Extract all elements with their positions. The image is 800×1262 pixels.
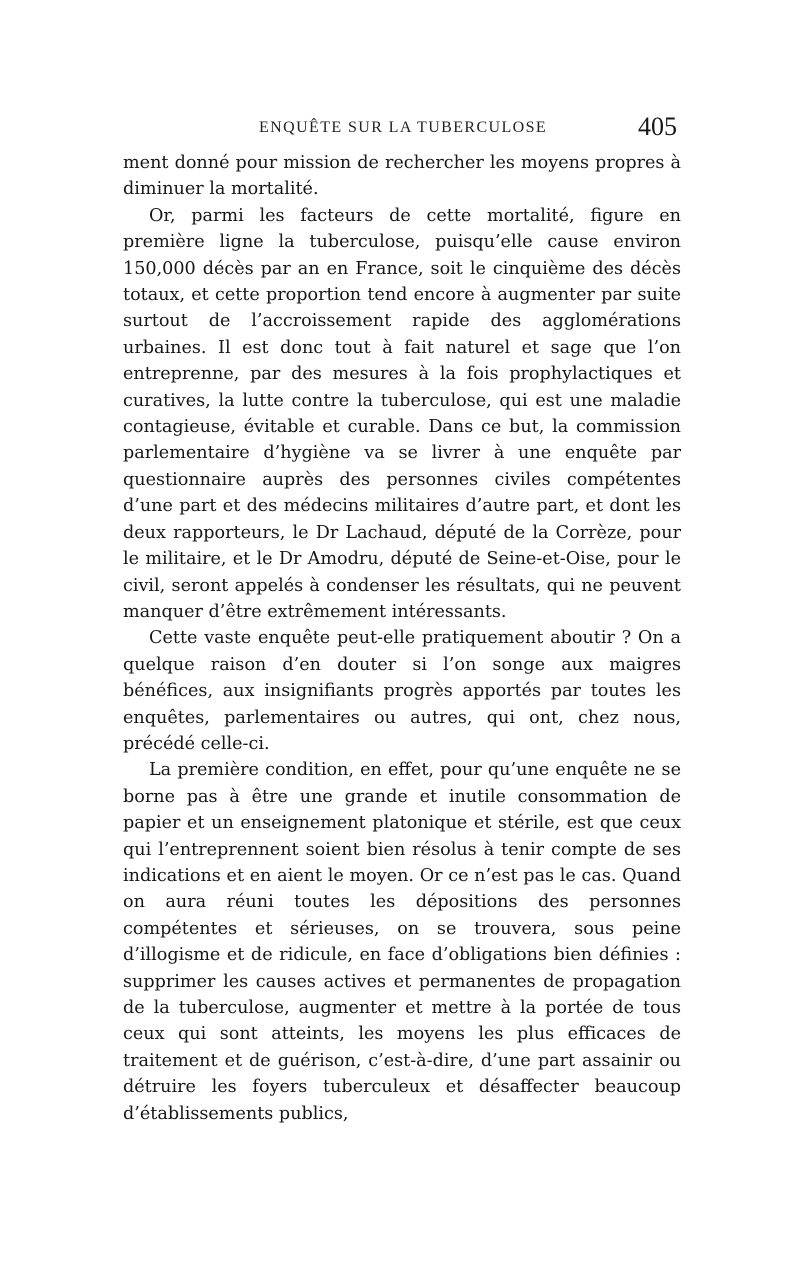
body-text — [123, 150, 681, 1127]
page-number: 405 — [638, 112, 677, 141]
paragraph: Or, parmi les facteurs de cette mortalité, figure en première ligne la tuberculose, puisqu’elle cause environ 150,000 décès par an en France, soit le cinquième des décès totaux, et cette proportion tend encore à augmenter par suite surtout de l’accroissement rapide des agglomérations urbaines. Il est donc tout à fait naturel et sage que l’on entreprenne, par des mesures à la fois prophylactiques et curatives, la lutte contre la tuberculose, qui est une maladie contagieuse, évitable et curable. Dans ce but, la commission parlementaire d’hygiène va se livrer à une enquête par questionnaire auprès des personnes civiles compétentes d’une part et des médecins militaires d’autre part, et dont les deux rapporteurs, le Dr Lachaud, député de la Corrèze, pour le militaire, et le Dr Amodru, député de Seine-et-Oise, pour le civil, seront appelés à condenser les résultats, qui ne peuvent manquer d’être extrêmement intéressants. — [123, 205, 681, 622]
running-head — [123, 110, 681, 144]
running-title: ENQUÊTE SUR LA TUBERCULOSE — [259, 119, 548, 136]
paragraph-continuation: ment donné pour mission de rechercher les moyens propres à diminuer la mortalité. — [123, 153, 681, 200]
paragraph: La première condition, en effet, pour qu’une enquête ne se borne pas à être une grande et inutile consommation de papier et un enseignement platonique et stérile, est que ceux qui l’entreprennent soient bien résolus à tenir compte de ses indications et en aient le moyen. Or ce n’est pas le cas. Quand on aura réuni toutes les dépositions des personnes compétentes et sérieuses, on se trouvera, sous peine d’illogisme et de ridicule, en face d’obligations bien définies : supprimer les causes actives et permanentes de propagation de la tuberculose, augmenter et mettre à la portée de tous ceux qui sont atteints, les moyens les plus efficaces de traitement et de guérison, c’est-à-dire, d’une part assainir ou détruire les foyers tuberculeux et désaffecter beaucoup d’établissements publics, — [123, 760, 681, 1124]
paragraph: Cette vaste enquête peut-elle pratiquement aboutir ? On a quelque raison d’en douter si l’on songe aux maigres bénéfices, aux insignifiants progrès apportés par toutes les enquêtes, parlementaires ou autres, qui ont, chez nous, précédé celle-ci. — [123, 628, 681, 754]
